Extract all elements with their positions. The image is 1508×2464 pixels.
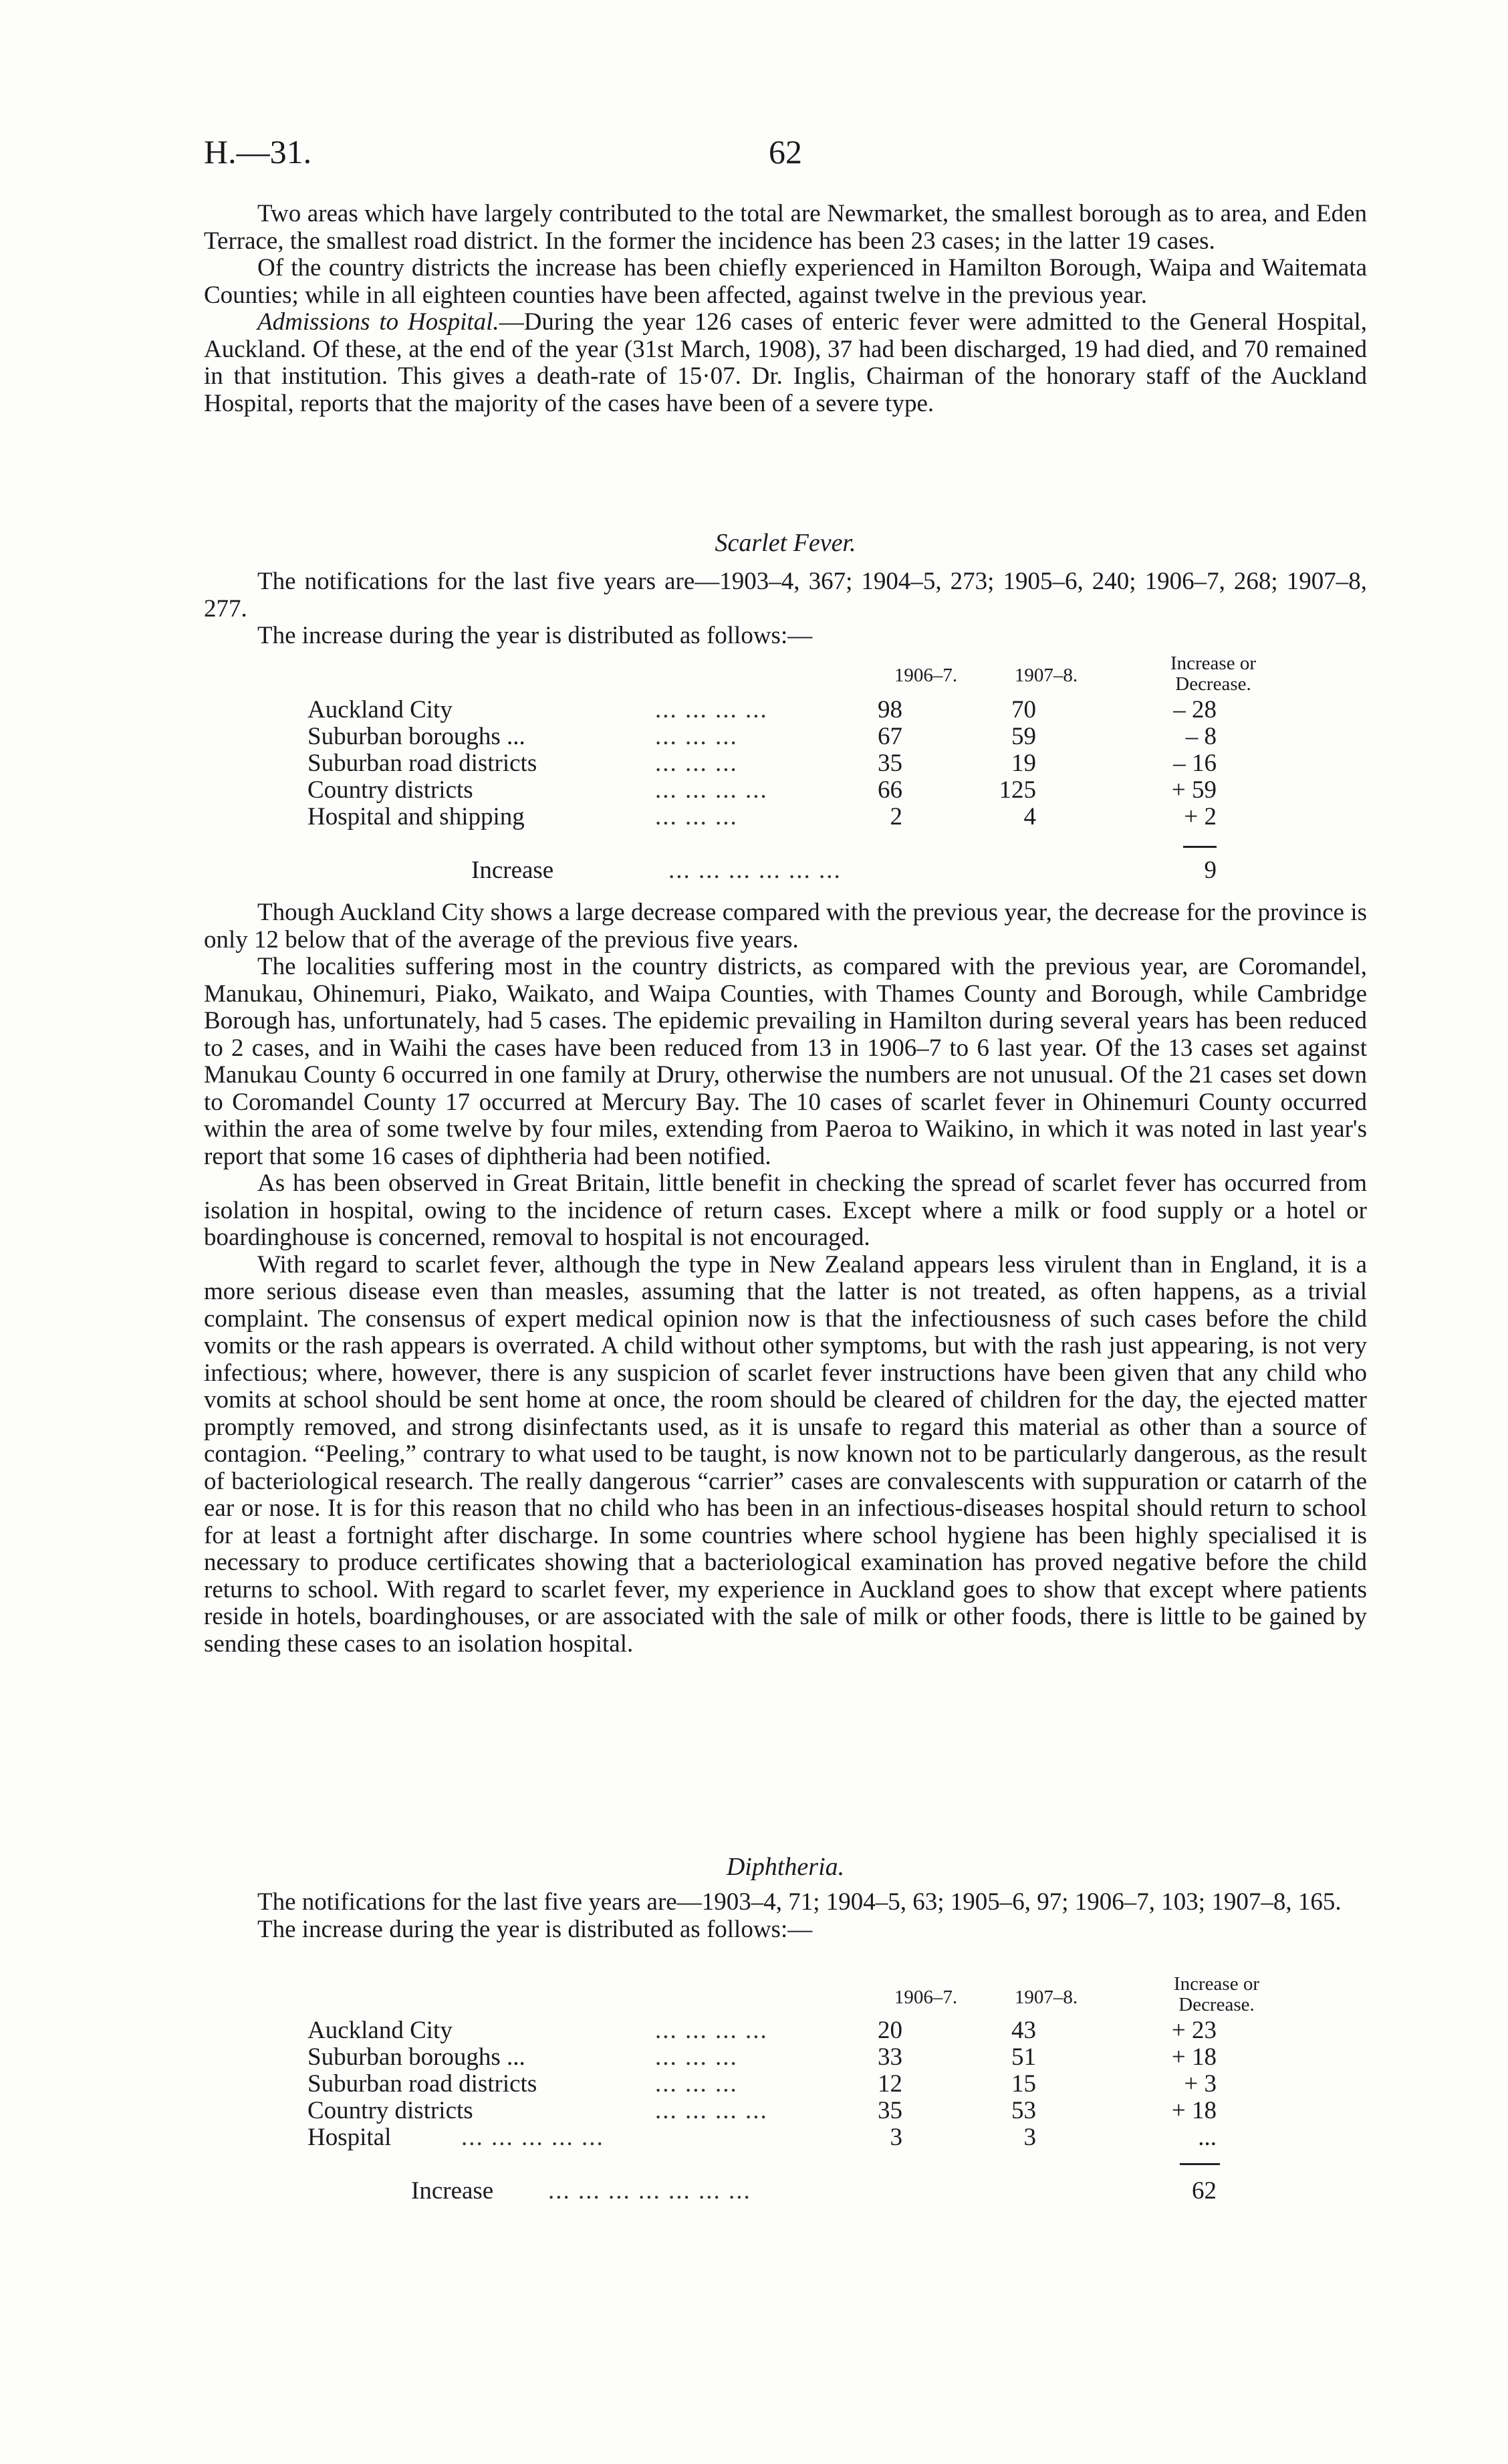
scarlet-distribution-intro: The increase during the year is distributed as follows:—	[257, 622, 813, 649]
value-1906: 33	[878, 2043, 902, 2071]
total-row	[307, 856, 1297, 883]
paragraph: With regard to scarlet fever, although the type in New Zealand appears less virulent than in England, it is a more serious disease even than measles, assuming that the latter is not treated, as often happens, as a trivial complaint. The consensus of expert medical opinion now is that the infectiousness of such cases before the child vomits or the rash appears is overrated. A child without other symptoms, but with the rash just appearing, is not very infectious; where, however, there is any suspicion of scarlet fever instructions have been given that any child who vomits at school should be sent home at once, the room should be cleared of children for the day, the ejected matter promptly removed, and strong disinfectants used, as it is unsafe to regard this material as other than a source of contagion. “Peeling,” contrary to what used to be taught, is now known not to be particularly dangerous, as the result of bacteriological research. The really dangerous “carrier” cases are convalescents with suppuration or catarrh of the ear or nose. It is for this reason that no child who has been in an infectious-diseases hospital should return to school for at least a fortnight after discharge. In some countries where school hygiene has been highly specialised it is necessary to produce certificates showing that a bacteriological examination has proved negative before the child returns to school. With regard to scarlet fever, my experience in Auckland goes to show that except where patients reside in hotels, boardinghouses, or are associated with the sale of milk or other foods, there is little to be gained by sending these cases to an isolation hospital.	[204, 1250, 1367, 1658]
row-label: Hospital and shipping	[307, 803, 525, 830]
table-row	[307, 2069, 1297, 2096]
value-1906: 12	[878, 2070, 902, 2098]
value-1906: 3	[890, 2124, 902, 2151]
value-change: + 18	[1171, 2097, 1217, 2124]
table-row	[307, 695, 1297, 722]
paragraph: Two areas which have largely contributed to the total are Newmarket, the smallest borough as to area, and Eden Terrace, the smallest road district. In the former the incidence has been 23 cases; in the latter 19 cases.	[204, 200, 1367, 255]
value-1907: 51	[1011, 2043, 1036, 2071]
row-label: Country districts	[307, 2097, 473, 2124]
page-number: 62	[769, 133, 802, 171]
paragraph-admissions	[204, 309, 1367, 417]
intro-text	[204, 201, 1367, 417]
value-1907: 53	[1011, 2097, 1036, 2124]
value-1907: 70	[1011, 696, 1036, 723]
diphtheria-notifications: The notifications for the last five years are—1903–4, 71; 1904–5, 63; 1905–6, 97; 1906–7, 103; 1907–8, 165.	[257, 1888, 1342, 1916]
total-row	[307, 2176, 1297, 2203]
col-header-change: Increase or Decrease.	[1174, 1973, 1259, 2015]
leader-dots: ... ... ... ...	[655, 696, 768, 723]
table-row	[307, 2123, 1297, 2150]
value-change: + 23	[1171, 2017, 1217, 2044]
admissions-text: —During the year 126 cases of enteric fever were admitted to the General Hospital, Auckland. Of these, at the end of the year (31st March, 1908), 37 had been discharged, 19 had died, and 70 remained in that institution. This gives a death-rate of 15·07. Dr. Inglis, Chairman of the honorary staff of the Auckland Hospital, reports that the majority of the cases have been of a severe type.	[204, 308, 1367, 417]
section-heading-diphtheria: Diphtheria.	[726, 1853, 845, 1881]
row-label: Auckland City	[307, 2017, 453, 2044]
diphtheria-distribution-intro: The increase during the year is distributed as follows:—	[257, 1915, 813, 1943]
total-value: 62	[1192, 2177, 1217, 2205]
value-change: + 59	[1171, 776, 1217, 804]
value-1907: 19	[1011, 750, 1036, 777]
total-label: Increase	[471, 857, 554, 884]
leader-dots: ... ... ...	[655, 723, 738, 750]
section-heading-scarlet-fever: Scarlet Fever.	[715, 529, 856, 557]
value-1906: 35	[878, 750, 902, 777]
value-1907: 3	[1023, 2124, 1036, 2151]
value-change: – 8	[1185, 723, 1217, 750]
value-change: + 3	[1184, 2070, 1217, 2098]
value-1907: 15	[1011, 2070, 1036, 2098]
row-label: Suburban boroughs ...	[307, 723, 525, 750]
value-1906: 20	[878, 2017, 902, 2044]
value-1907: 43	[1011, 2017, 1036, 2044]
table-row	[307, 2016, 1297, 2043]
row-label: Suburban road districts	[307, 2070, 537, 2098]
paragraph: Of the country districts the increase has been chiefly experienced in Hamilton Borough, Waipa and Waitemata Counties; while in all eighteen counties have been affected, against twelve in the previous year.	[204, 254, 1367, 309]
table-row	[307, 2043, 1297, 2069]
document-code: H.—31.	[204, 133, 312, 171]
table-row	[307, 776, 1297, 802]
row-label: Hospital	[307, 2124, 392, 2151]
row-label: Suburban road districts	[307, 750, 537, 777]
value-1907: 4	[1023, 803, 1036, 830]
value-1906: 66	[878, 776, 902, 804]
total-rule	[1183, 846, 1217, 848]
leader-dots: ... ... ... ...	[655, 776, 768, 804]
value-change: ...	[1198, 2124, 1217, 2151]
leader-dots: ... ... ... ...	[655, 2097, 768, 2124]
total-label: Increase	[411, 2177, 494, 2205]
leader-dots: ... ... ...	[655, 803, 738, 830]
table-row	[307, 2096, 1297, 2123]
col-header-change: Increase or Decrease.	[1170, 653, 1256, 695]
total-rule	[1180, 2163, 1220, 2165]
row-label: Suburban boroughs ...	[307, 2043, 525, 2071]
paragraph: The localities suffering most in the country districts, as compared with the previous year, are Coromandel, Manukau, Ohinemuri, Piako, Waikato, and Waipa Counties, with Thames County and Borough, while Cambridge Borough has, unfortunately, had 5 cases. The epidemic prevailing in Hamilton during several years has been reduced to 2 cases, and in Waihi the cases have been reduced from 13 in 1906–7 to 6 last year. Of the 13 cases set against Manukau County 6 occurred in one family at Drury, otherwise the numbers are not unusual. Of the 21 cases set down to Coromandel County 17 occurred at Mercury Bay. The 10 cases of scarlet fever in Ohinemuri County occurred within the area of some twelve by four miles, extending from Paeroa to Waikino, in which it was noted in last year's report that some 16 cases of diphtheria had been notified.	[204, 953, 1367, 1170]
leader-dots: ... ... ... ...	[655, 2017, 768, 2044]
paragraph: Though Auckland City shows a large decrease compared with the previous year, the decrease for the province is only 12 below that of the average of the previous five years.	[204, 899, 1367, 954]
diphtheria-intro	[204, 1889, 1367, 1943]
col-header-1907: 1907–8.	[1014, 1987, 1078, 2008]
scarlet-notifications: The notifications for the last five years are—1903–4, 367; 1904–5, 273; 1905–6, 240; 1906–7, 268; 1907–8, 277.	[204, 568, 1367, 623]
scarlet-table	[307, 652, 1297, 893]
table-row	[307, 722, 1297, 749]
value-change: – 28	[1173, 696, 1217, 723]
col-header-1906: 1906–7.	[894, 1987, 958, 2008]
value-1907: 59	[1011, 723, 1036, 750]
value-1906: 35	[878, 2097, 902, 2124]
admissions-label: Admissions to Hospital.	[257, 308, 499, 336]
scarlet-intro	[204, 568, 1367, 650]
table-row	[307, 749, 1297, 776]
leader-dots: ... ... ...	[655, 750, 738, 777]
col-header-1906: 1906–7.	[894, 665, 958, 686]
leader-dots: ... ... ...	[655, 2070, 738, 2098]
value-change: + 18	[1171, 2043, 1217, 2071]
value-change: – 16	[1173, 750, 1217, 777]
row-label: Country districts	[307, 776, 473, 804]
paragraph: As has been observed in Great Britain, little benefit in checking the spread of scarlet fever has occurred from isolation in hospital, owing to the incidence of return cases. Except where a milk or food supply or a hotel or boardinghouse is concerned, removal to hospital is not encouraged.	[204, 1169, 1367, 1251]
value-1906: 2	[890, 803, 902, 830]
value-change: + 2	[1184, 803, 1217, 830]
total-value: 9	[1204, 857, 1217, 884]
leader-dots: ... ... ... ... ... ... ...	[548, 2177, 751, 2205]
leader-dots: ... ... ...	[655, 2043, 738, 2071]
diphtheria-table	[307, 1973, 1297, 2207]
value-1906: 98	[878, 696, 902, 723]
table-row	[307, 802, 1297, 829]
col-header-1907: 1907–8.	[1014, 665, 1078, 686]
leader-dots: ... ... ... ... ... ...	[668, 857, 842, 884]
scarlet-discussion	[204, 899, 1367, 1658]
value-1906: 67	[878, 723, 902, 750]
leader-dots: ... ... ... ... ...	[461, 2124, 604, 2151]
row-label: Auckland City	[307, 696, 453, 723]
value-1907: 125	[999, 776, 1036, 804]
